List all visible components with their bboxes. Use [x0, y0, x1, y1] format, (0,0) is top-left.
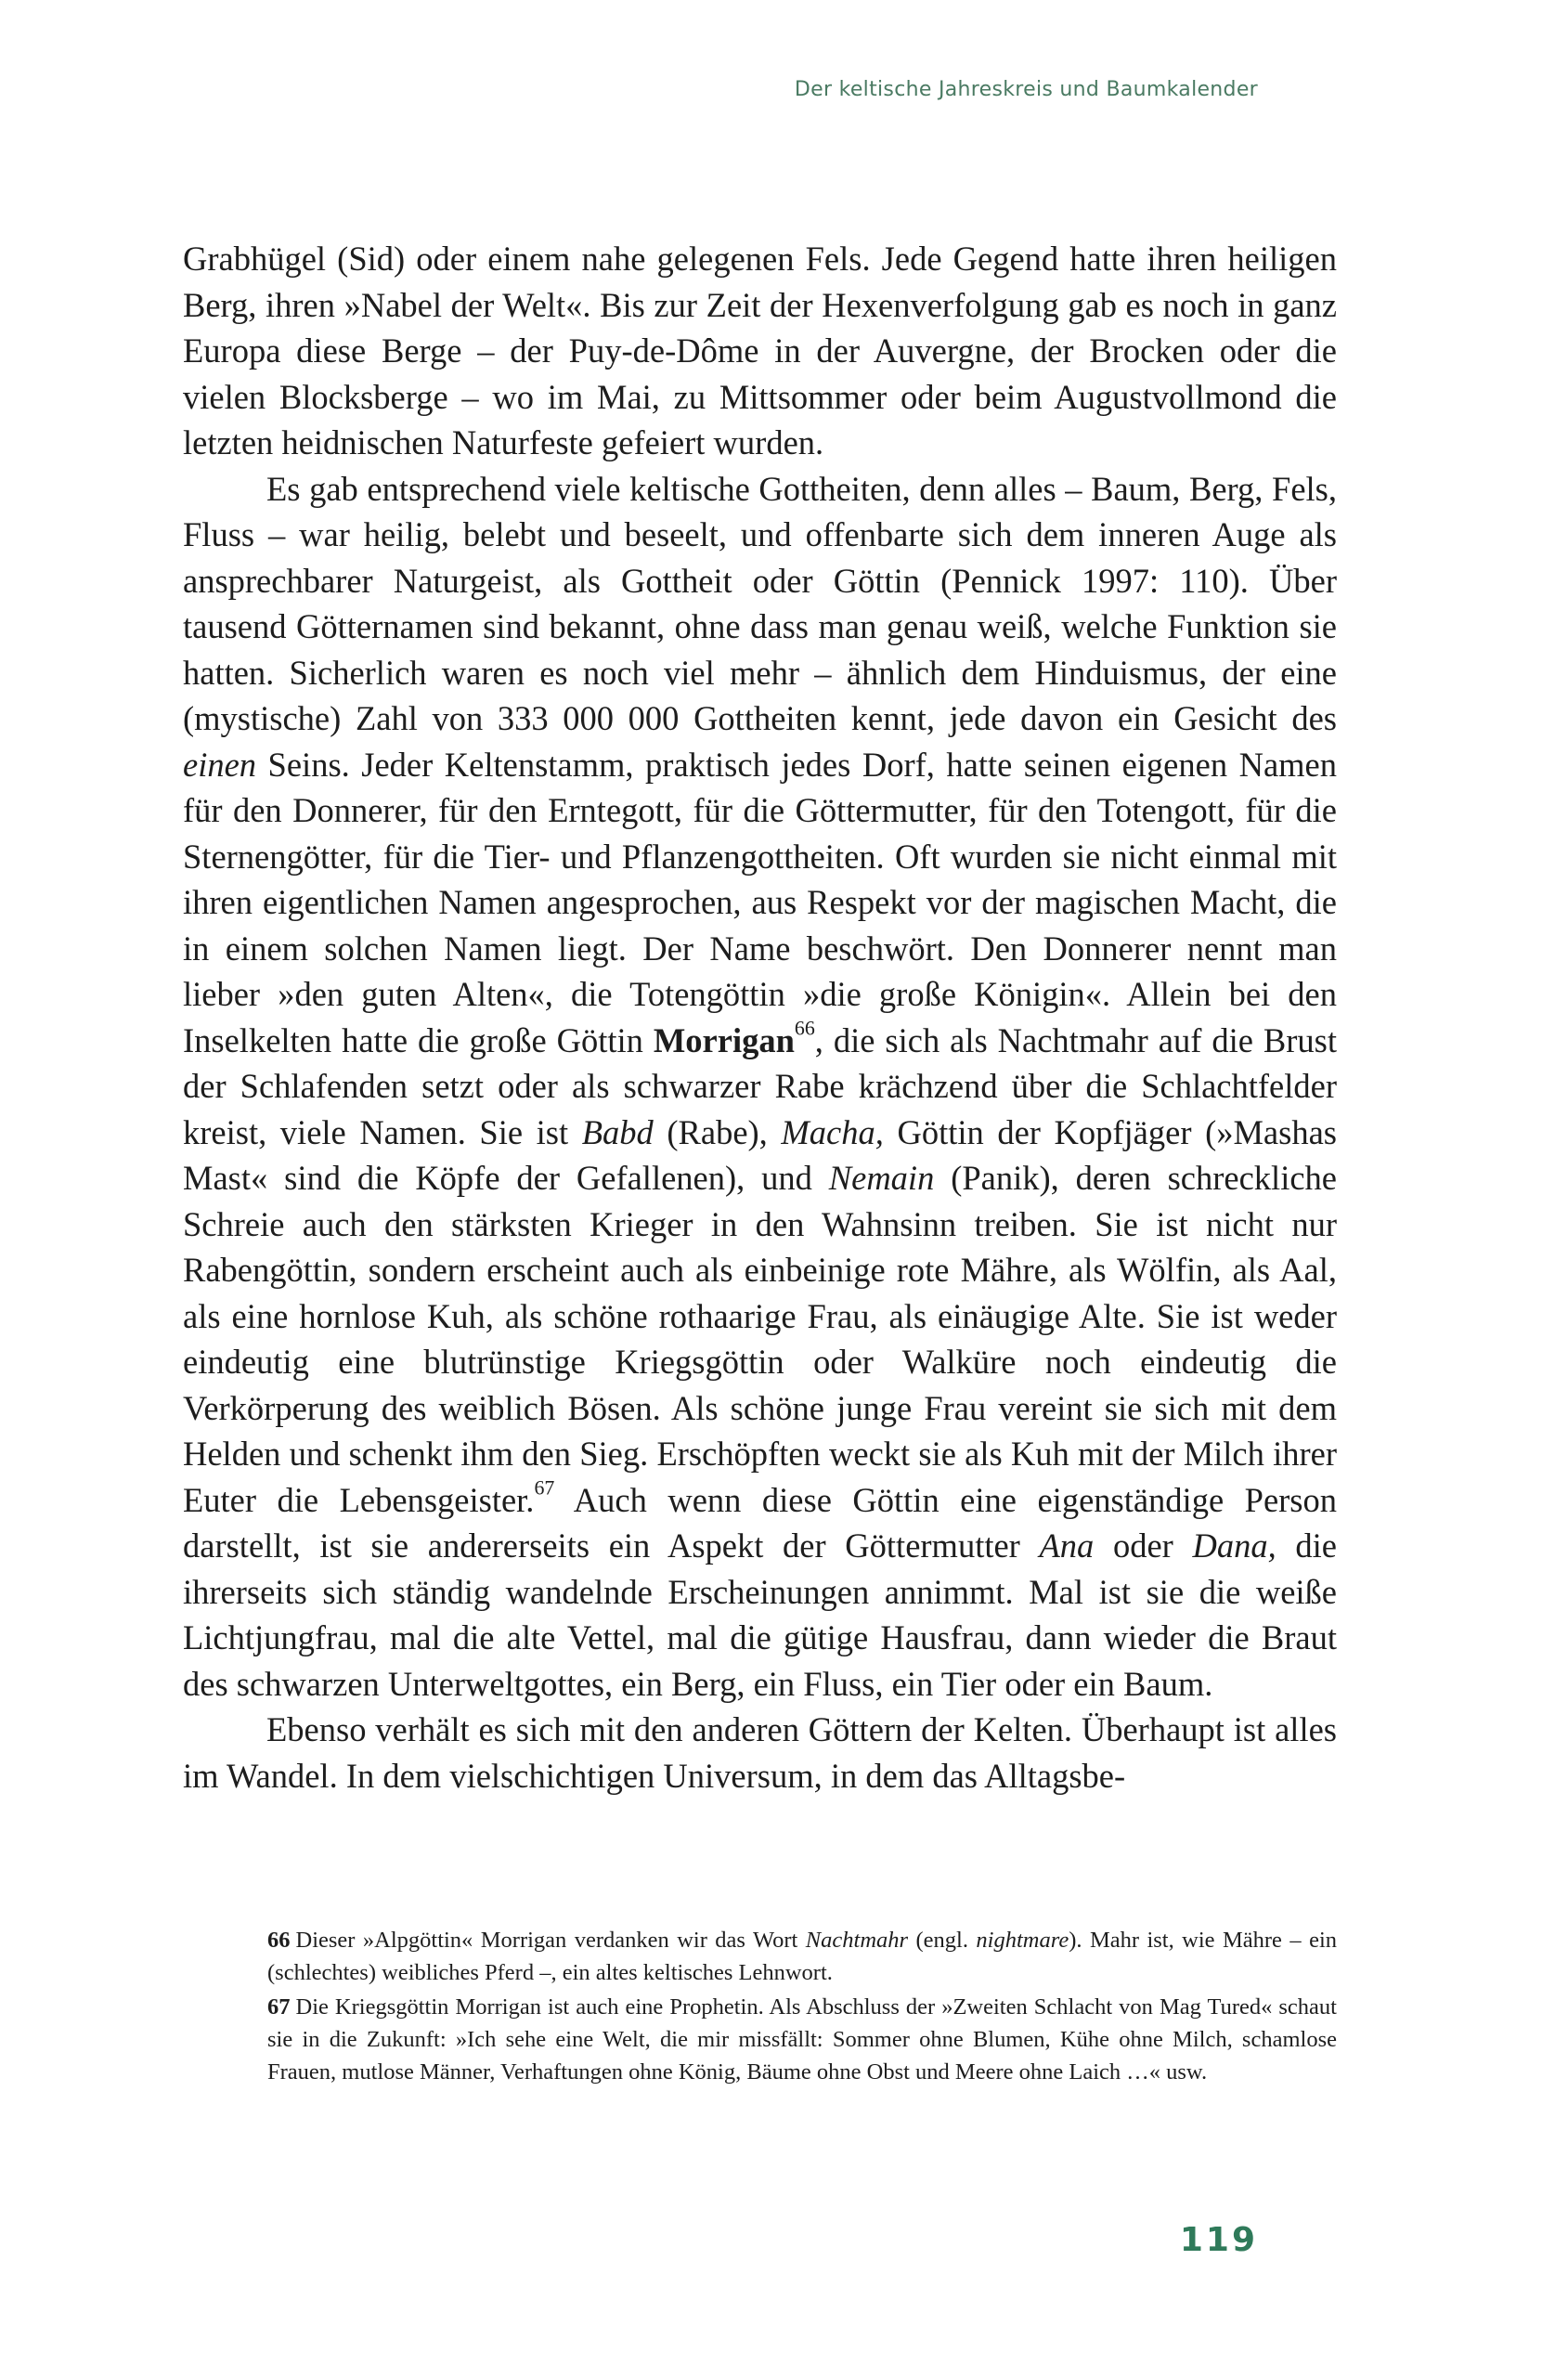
footnote-text [267, 1928, 1337, 1985]
italic-text: Nachtmahr [805, 1928, 909, 1953]
footnote-67 [267, 1991, 1337, 2088]
page-number: 119 [1179, 2221, 1258, 2259]
main-text [183, 236, 1337, 1799]
italic-text: Babd [581, 1112, 654, 1151]
running-head: Der keltische Jahreskreis und Baumkalender [794, 78, 1258, 101]
bold-text: Morrigan [653, 1020, 795, 1059]
italic-text: nightmare [976, 1928, 1069, 1953]
footnote-66 [267, 1924, 1337, 1989]
text-run: Die Kriegsgöttin Morrigan ist auch eine Prophetin. Als Abschluss der »Zweiten Schlacht von Mag Tured« schaut sie in die Zukunft: »Ich sehe eine Welt, die mir missfällt: Sommer ohne Blumen, Kühe ohne Milch, schamlose Frauen, mutlose Männer, Verhaftungen ohne König, Bäume ohne Obst und Meere ohne Laich …« usw. [267, 1994, 1337, 2085]
paragraph-1 [183, 236, 1337, 466]
footnote-number: 67 [267, 1994, 291, 2020]
footnote-text [267, 1994, 1337, 2085]
text-run: Es gab entsprechend viele keltische Gottheiten, denn alles – Baum, Berg, Fels, Fluss – war heilig, belebt und beseelt, und offenbarte sich dem inneren Auge als ansprechbarer Naturgeist, als Gottheit oder Göttin (Pennick 1997: 110). Über tausend Götternamen sind bekannt, ohne dass man genau weiß, welche Funktion sie hatten. Sicherlich waren es noch viel mehr – ähnlich dem Hinduismus, der eine (mystische) Zahl von 333 000 000 Gottheiten kennt, jede davon ein Gesicht des [183, 469, 1337, 737]
text-run: ). Mahr ist, wie Mähre – ein (schlechtes) weibliches Pferd –, ein altes keltisches Lehnwort. [267, 1928, 1338, 1985]
footnote-ref: 66 [794, 1015, 815, 1039]
footnote-ref: 67 [534, 1474, 555, 1499]
italic-text: einen [183, 745, 257, 784]
text-run: Ebenso verhält es sich mit den anderen Göttern der Kelten. Überhaupt ist alles im Wandel. In dem vielschichtigen Universum, in dem das Alltagsbe- [183, 1710, 1337, 1795]
italic-text: Ana [1039, 1526, 1095, 1565]
paragraph-2 [183, 466, 1337, 1708]
text-run: Auch wenn diese Göttin eine eigenständige Person darstellt, ist sie andererseits ein Aspekt der Göttermutter [183, 1480, 1338, 1565]
text-run: (Rabe), [653, 1112, 782, 1151]
text-run: Grabhügel (Sid) oder einem nahe gelegenen Fels. Jede Gegend hatte ihren heiligen Berg, ihren »Nabel der Welt«. Bis zur Zeit der Hexenverfolgung gab es noch in ganz Europa diese Berge – der Puy-de-Dôme in der Auvergne, der Brocken oder die vielen Blocksberge – wo im Mai, zu Mittsommer oder beim Augustvollmond die letzten heidnischen Naturfeste gefeiert wurden. [183, 240, 1337, 461]
text-run: (Panik), deren schreckliche Schreie auch den stärksten Krieger in den Wahnsinn treiben. Sie ist nicht nur Rabengöttin, sondern erscheint auch als einbeinige rote Mähre, als Wölfin, als Aal, als eine hornlose Kuh, als schöne rothaarige Frau, als einäugige Alte. Sie ist weder eindeutig eine blutrünstige Kriegsgöttin oder Walküre noch eindeutig die Verkörperung des weiblich Bösen. Als schöne junge Frau vereint sie sich mit dem Helden und schenkt ihm den Sieg. Erschöpften weckt sie als Kuh mit der Milch ihrer Euter die Lebensgeister. [183, 1159, 1337, 1519]
text-run: die ihrerseits sich ständig wandelnde Erscheinungen annimmt. Mal ist sie die weiße Lichtjungfrau, mal die alte Vettel, mal die gütige Hausfrau, dann wieder die Braut des schwarzen Unterweltgottes, ein Berg, ein Fluss, ein Tier oder ein Baum. [183, 1526, 1337, 1703]
text-run: Dieser »Alpgöttin« Morrigan verdanken wir das Wort [295, 1928, 806, 1953]
footnotes [267, 1924, 1337, 2090]
paragraph-3 [183, 1707, 1337, 1799]
italic-text: Macha, [781, 1112, 884, 1151]
footnote-number: 66 [267, 1928, 291, 1953]
text-run: , die sich als Nachtmahr auf die Brust der Schlafenden setzt oder als schwarzer Rabe krächzend über die Schlachtfelder kreist, viele Namen. Sie ist [183, 1020, 1337, 1151]
italic-text: Dana, [1192, 1526, 1276, 1565]
text-run: Göttin der Kopfjäger (»Mashas Mast« sind die Köpfe der Gefallenen), und [183, 1112, 1337, 1197]
text-run: oder [1094, 1526, 1193, 1565]
italic-text: Nemain [828, 1159, 935, 1197]
text-run: Seins. Jeder Keltenstamm, praktisch jedes Dorf, hatte seinen eigenen Namen für den Donnerer, für den Erntegott, für die Göttermutter, für den Totengott, für die Sternengötter, für die Tier- und Pflanzengottheiten. Oft wurden sie nicht einmal mit ihren eigentlichen Namen angesprochen, aus Respekt vor der magischen Macht, die in einem solchen Namen liegt. Der Name beschwört. Den Donnerer nennt man lieber »den guten Alten«, die Totengöttin »die große Königin«. Allein bei den Inselkelten hatte die große Göttin [183, 745, 1337, 1059]
text-run: (engl. [908, 1928, 977, 1953]
